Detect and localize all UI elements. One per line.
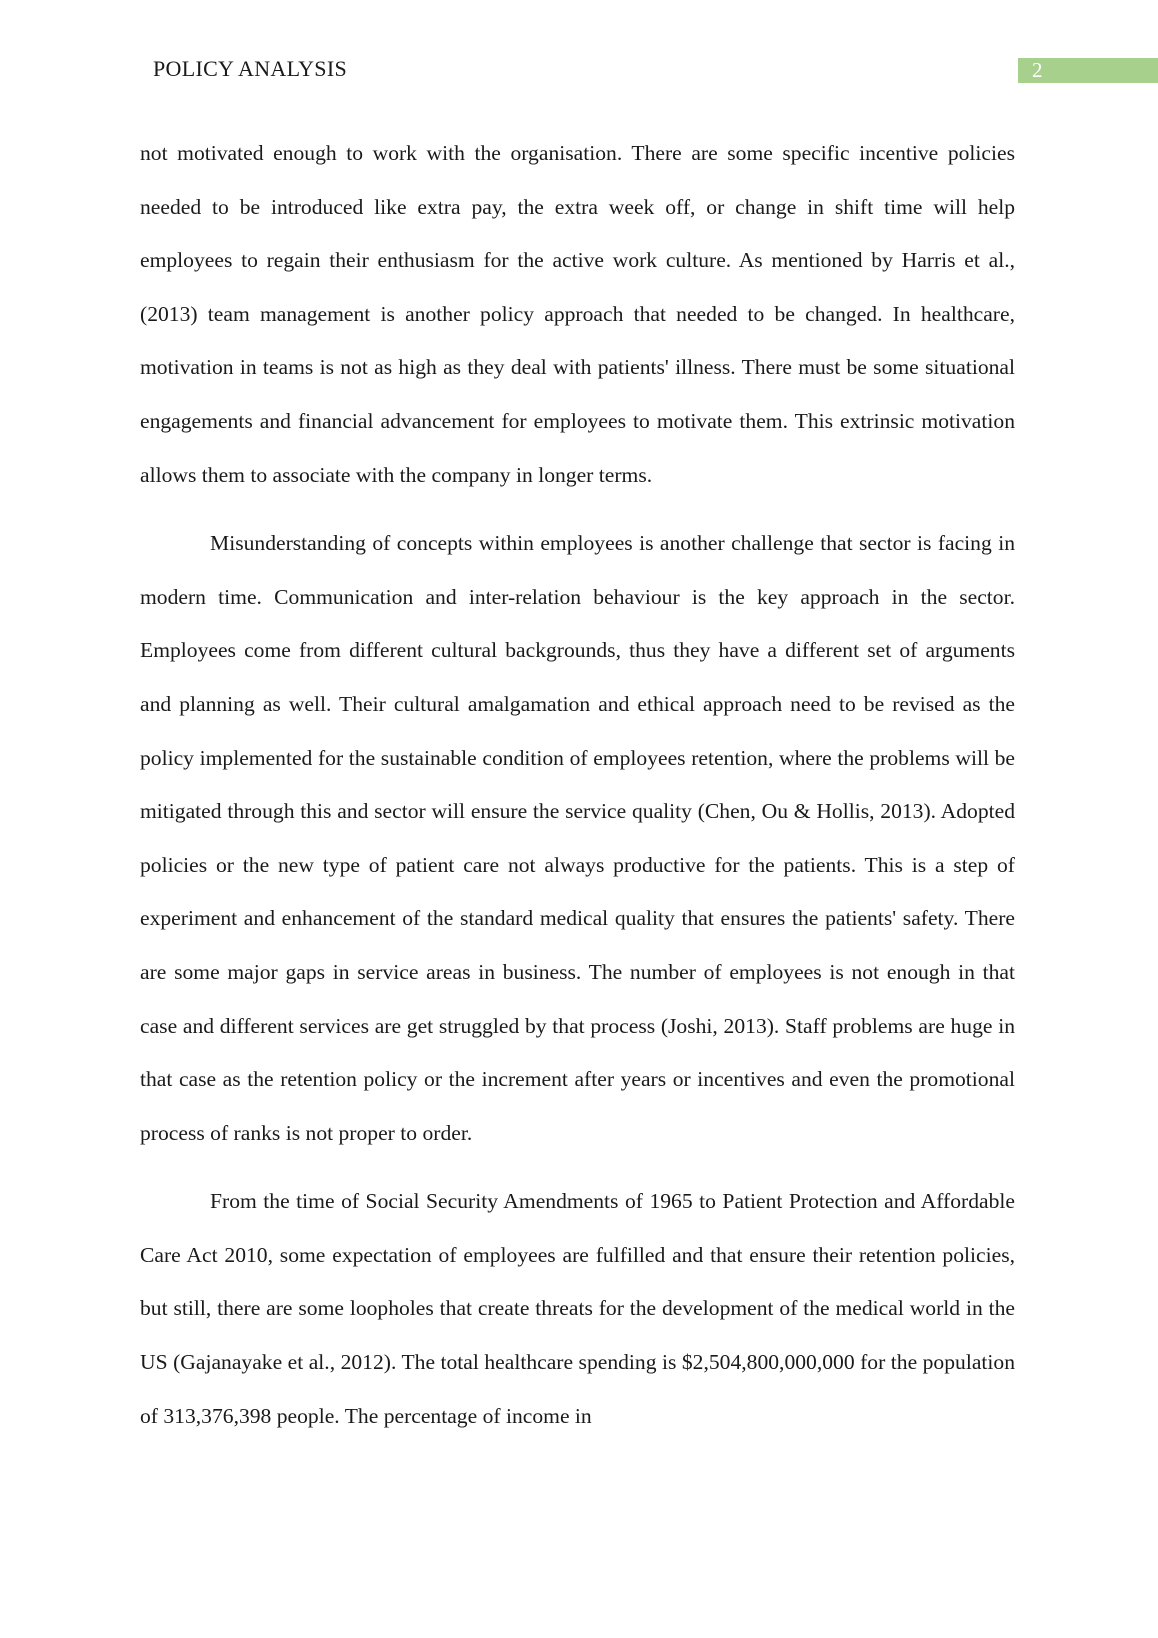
page-number: 2 (1032, 58, 1043, 82)
page-number-badge (1018, 58, 1158, 83)
body-text (140, 127, 1015, 1458)
running-head: POLICY ANALYSIS (153, 56, 348, 81)
paragraph-continued: not motivated enough to work with the organisation. There are some specific incentive policies needed to be introduced like extra pay, the extra week off, or change in shift time will help employees to regain their enthusiasm for the active work culture. As mentioned by Harris et al., (2013) team management is another policy approach that needed to be changed. In healthcare, motivation in teams is not as high as they deal with patients' illness. There must be some situational engagements and financial advancement for employees to motivate them. This extrinsic motivation allows them to associate with the company in longer terms. (140, 141, 1015, 487)
paragraph-social-security: From the time of Social Security Amendments of 1965 to Patient Protection and Affordable Care Act 2010, some expectation of employees are fulfilled and that ensure their retention policies, but still, there are some loopholes that create threats for the development of the medical world in the US (Gajanayake et al., 2012). The total healthcare spending is $2,504,800,000,000 for the population of 313,376,398 people. The percentage of income in (140, 1189, 1015, 1428)
paragraph-misunderstanding: Misunderstanding of concepts within employees is another challenge that sector is facing in modern time. Communication and inter-relation behaviour is the key approach in the sector. Employees come from different cultural backgrounds, thus they have a different set of arguments and planning as well. Their cultural amalgamation and ethical approach need to be revised as the policy implemented for the sustainable condition of employees retention, where the problems will be mitigated through this and sector will ensure the service quality (Chen, Ou & Hollis, 2013). Adopted policies or the new type of patient care not always productive for the patients. This is a step of experiment and enhancement of the standard medical quality that ensures the patients' safety. There are some major gaps in service areas in business. The number of employees is not enough in that case and different services are get struggled by that process (Joshi, 2013). Staff problems are huge in that case as the retention policy or the increment after years or incentives and even the promotional process of ranks is not proper to order. (140, 531, 1015, 1145)
